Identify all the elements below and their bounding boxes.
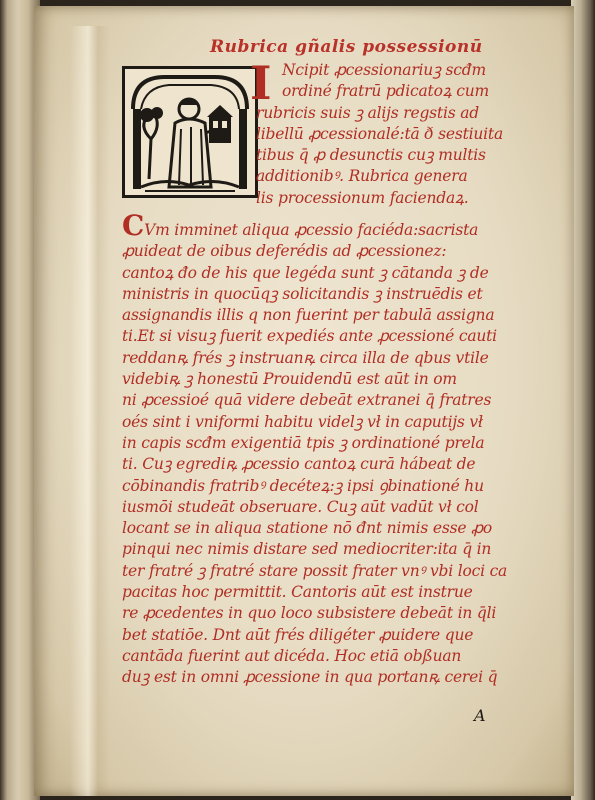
initial-letter-c: C — [122, 209, 145, 242]
page-fold — [70, 26, 110, 796]
body-line: locant se in aliqua statione nō đnt nimis esse ꝓo — [122, 519, 493, 538]
body-line: ni ꝓcessioé quā videre debeāt extranei q̄ fratres — [122, 391, 492, 410]
body-line: bet statiōe. Dnt aūt frés diligéter ꝓuidere que — [122, 625, 474, 644]
body-line: in capis scđm exigentiā tpis ꝫ ordinationé prela — [122, 433, 485, 452]
body-text — [122, 209, 522, 689]
body-line: duꝫ est in omni ꝓcessione in qua portanꝶ cerei q̄ — [122, 668, 498, 687]
rubric-heading: Rubrica gñalis possessionū — [210, 37, 483, 57]
body-line-text: Vm imminet aliqua ꝓcessio faciéda:sacrista — [144, 221, 479, 239]
signature-mark: A — [474, 706, 486, 725]
body-line: ti.Et si visuꝫ fuerit expediés ante ꝓcessioné cauti — [122, 327, 497, 346]
body-line: assignandis illis q non fuerint per tabulā assigna — [122, 306, 495, 325]
body-line: reddanꝶ frés ꝫ instruanꝶ circa illa de qbus vtile — [122, 348, 489, 367]
body-line: iusmōi studeāt obseruare. Cuꝫ aūt vadūt vł col — [122, 497, 479, 516]
body-line: cōbinandis fratribꝰ decéteꝝ:ꝫ ipsi ꝯbinationé hu — [122, 476, 484, 495]
book-page — [34, 6, 574, 796]
body-line: pinqui nec nimis distare sed mediocriter:ita q̄ in — [122, 540, 492, 559]
body-line: ministris in quocūqꝫ solicitandis ꝫ instruēdis et — [122, 284, 483, 303]
intro-line: rubricis suis ꝫ alijs regstis ad — [256, 103, 479, 122]
body-line: oés sint i vniformi habitu videlꝫ vł in caputijs vł — [122, 412, 483, 431]
body-line: pacitas hoc permittit. Cantoris aūt est instrue — [122, 583, 473, 602]
intro-line: ordiné fratrū pdicatoꝝ cum — [282, 82, 489, 101]
intro-fragment: additionibꝰ. — [256, 167, 344, 186]
body-line: cantāda fuerint aut dicéda. Hoc etiā obßuan — [122, 646, 462, 665]
body-line: cantoꝝ đo de his que legéda sunt ꝫ cātanda ꝫ de — [122, 263, 489, 282]
intro-line: lis processionum faciendaꝝ. — [256, 188, 469, 207]
intro-lines — [250, 56, 528, 209]
body-line: ter fratré ꝫ fratré stare possit frater vnꝰ vbi loci ca — [122, 561, 508, 580]
body-line: ti. Cuꝫ egrediꝶ ꝓcessio cantoꝝ curā hábeat de — [122, 455, 476, 474]
body-line — [122, 209, 522, 242]
intro-rubric-fragment: Rubrica genera — [343, 167, 468, 186]
body-line: re ꝓcedentes in quo loco subsistere debeāt in q̄li — [122, 604, 497, 623]
body-line: ꝓuideat de oibus deferédis ad ꝓcessionez: — [122, 242, 447, 261]
body-line: videbiꝶ ꝫ honestū Prouidendū est aūt in om — [122, 370, 457, 389]
intro-line-mixed — [256, 166, 528, 187]
intro-line: libellū ꝓcessionalé:tā ð sestiuita — [256, 124, 503, 143]
intro-line: Ncipit ꝓcessionariuꝫ scđm — [282, 61, 486, 79]
book-edge-right — [571, 0, 595, 800]
intro-section — [122, 56, 522, 215]
woodcut-illustration — [122, 66, 258, 198]
initial-letter-i: I — [250, 56, 272, 110]
text-block — [122, 36, 522, 689]
intro-line: tibus q̄ ꝓ desunctis cuꝫ multis — [256, 146, 486, 165]
library-stamp — [10, 120, 28, 190]
